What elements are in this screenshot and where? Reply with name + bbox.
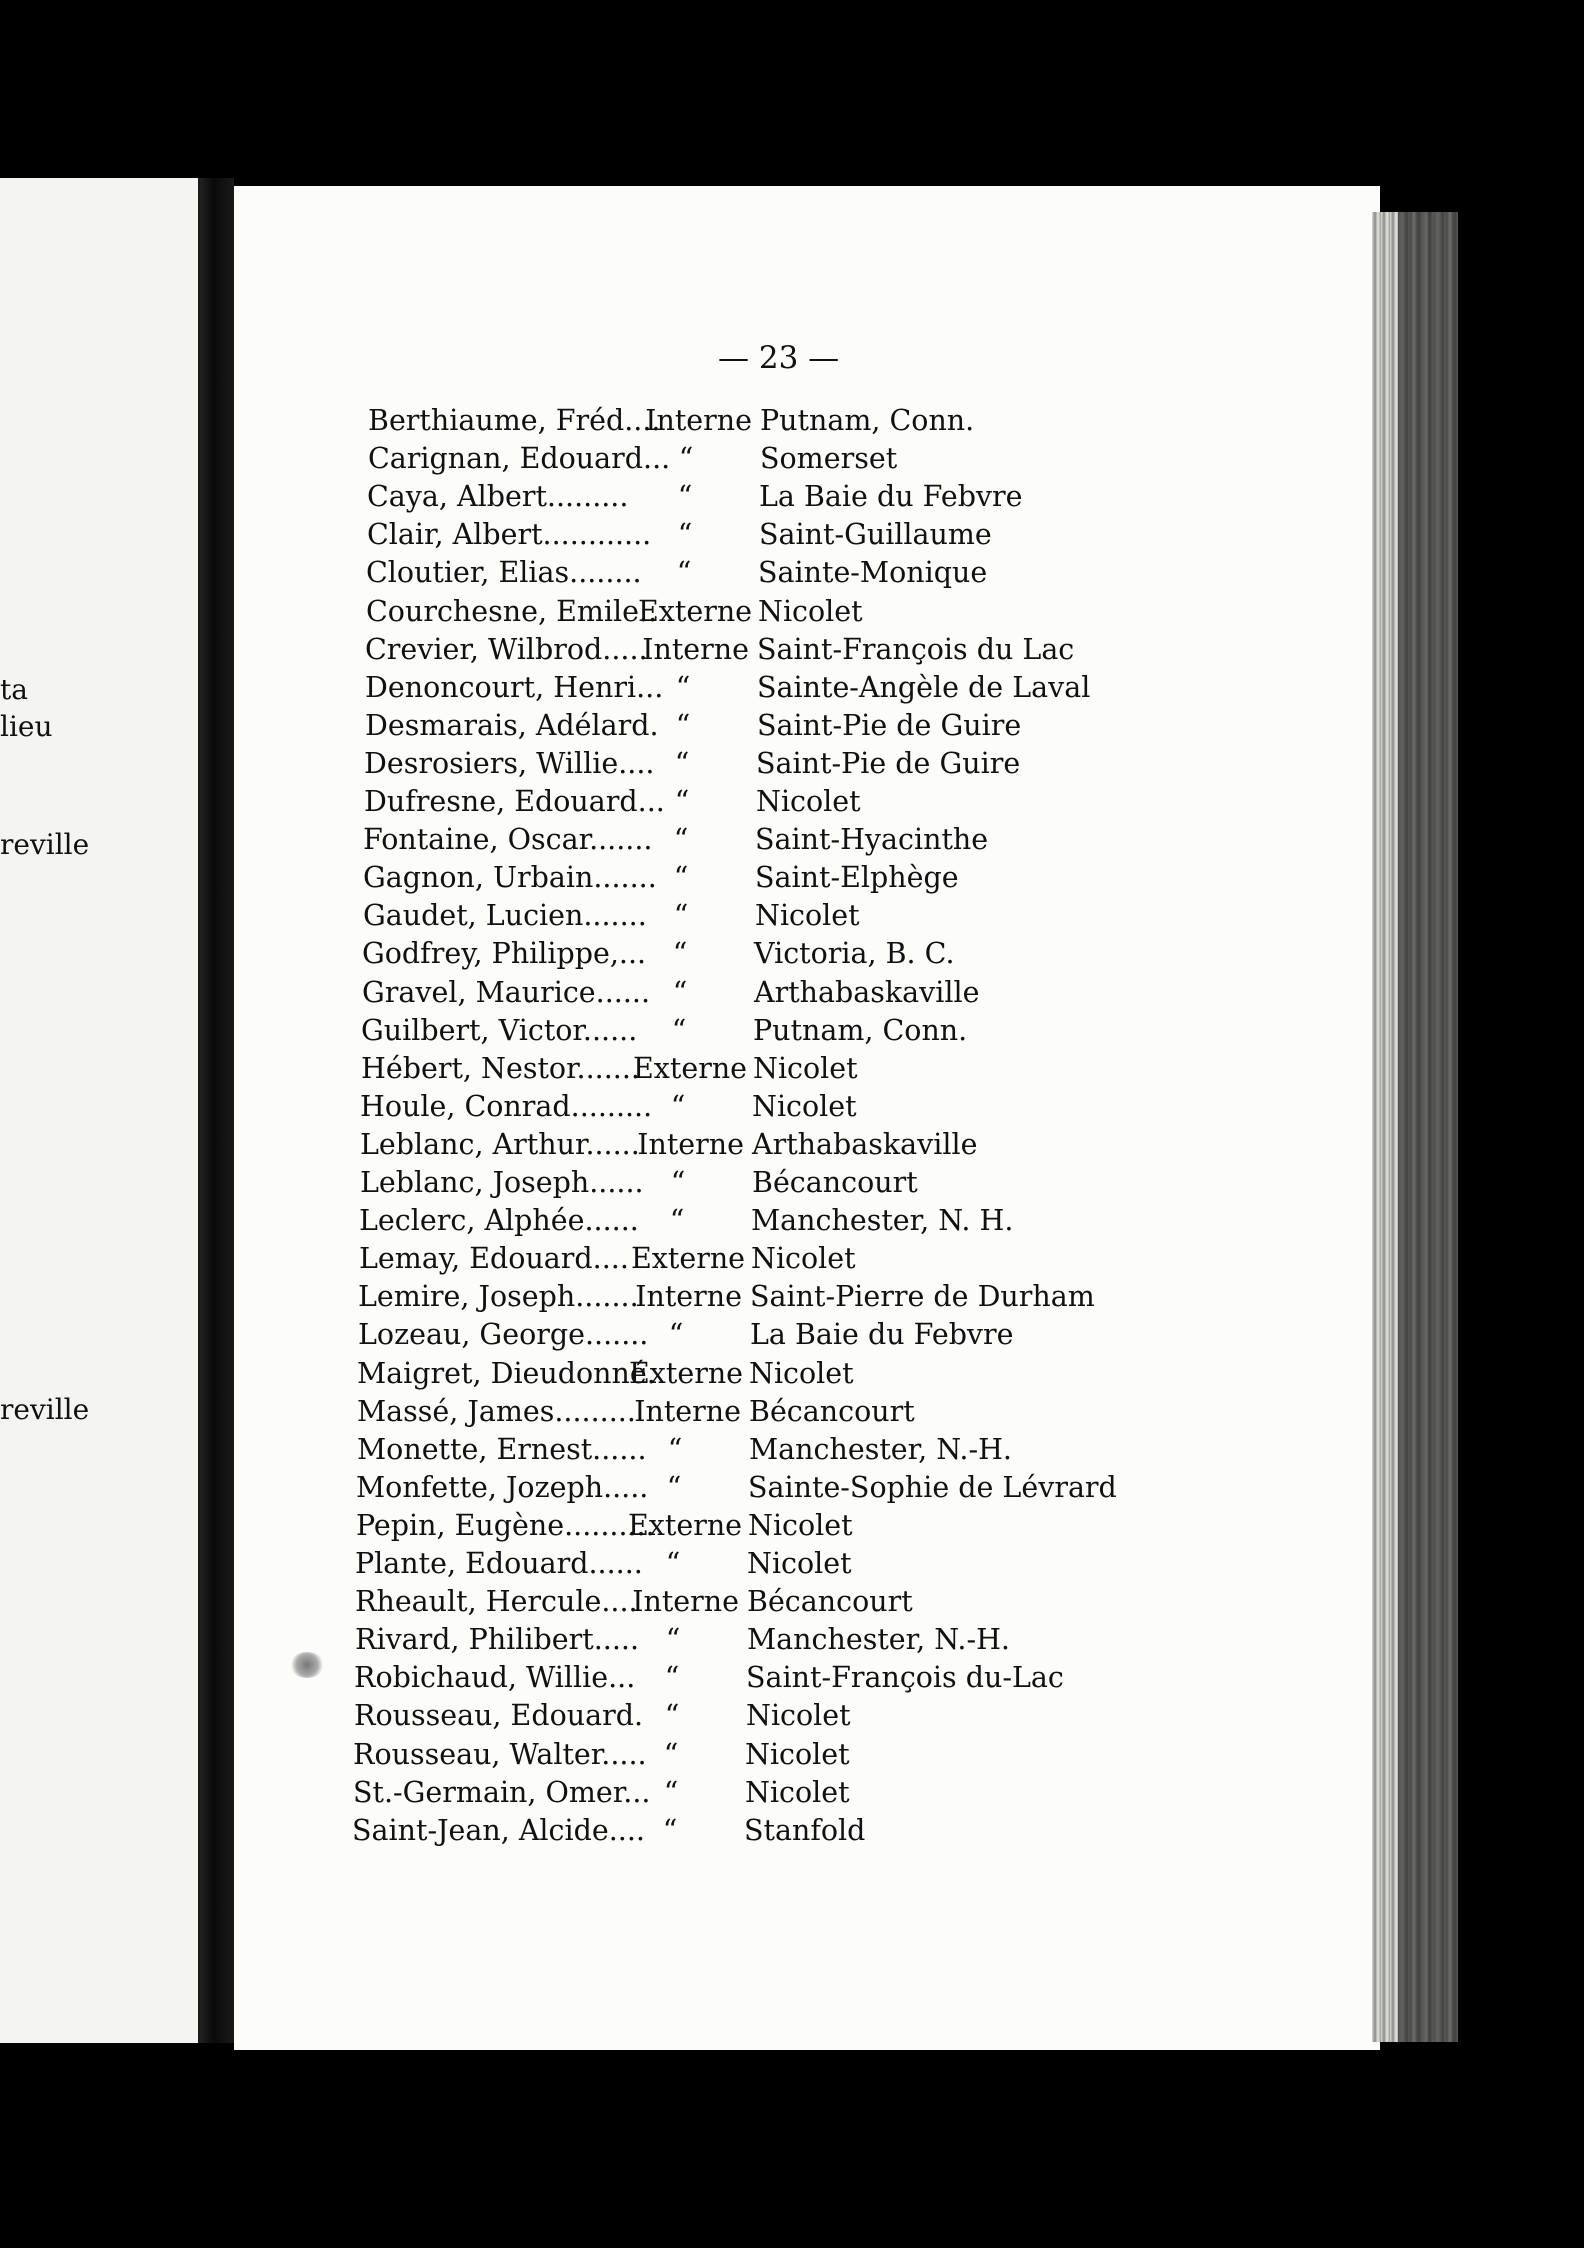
student-name: Saint-Jean, Alcide....: [352, 1813, 645, 1847]
student-name: Leblanc, Joseph......: [360, 1166, 644, 1199]
boarding-status: Interne: [642, 632, 749, 666]
boarding-status: “: [675, 670, 691, 704]
student-name: Leclerc, Alphée......: [359, 1204, 639, 1238]
register-row: [365, 669, 1091, 707]
register-row: [356, 1469, 1117, 1507]
student-name: Fontaine, Oscar.......: [363, 823, 653, 857]
register-row: [354, 1659, 1074, 1697]
hometown: Saint-François du Lac: [757, 632, 1075, 666]
hometown: Saint-Pierre de Durham: [750, 1280, 1095, 1314]
boarding-status: Externe: [638, 594, 753, 628]
student-name: Clair, Albert............: [367, 518, 652, 552]
student-name: Hébert, Nestor.......: [361, 1051, 640, 1085]
student-name: Lozeau, George.......: [358, 1318, 649, 1352]
hometown: Manchester, N. H.: [751, 1204, 1014, 1238]
student-name: Dufresne, Edouard...: [364, 785, 665, 818]
boarding-status: “: [663, 1737, 679, 1771]
hometown: Bécancourt: [747, 1585, 913, 1619]
hometown: Sainte-Sophie de Lévrard: [748, 1470, 1117, 1504]
hometown: Arthabaskaville: [752, 1127, 978, 1161]
student-name: Rousseau, Edouard.: [354, 1699, 644, 1733]
boarding-status: Interne: [632, 1585, 739, 1619]
student-name: Courchesne, Emile..: [366, 594, 658, 628]
student-name: Desmarais, Adélard.: [365, 708, 659, 742]
hometown: Saint-Elphège: [755, 861, 959, 895]
student-name: Lemire, Joseph.......: [358, 1280, 639, 1314]
student-name: St.-Germain, Omer...: [353, 1775, 651, 1809]
boarding-status: Externe: [633, 1051, 748, 1085]
hometown: Nicolet: [752, 1089, 857, 1123]
hometown: Putnam, Conn.: [753, 1013, 968, 1047]
register-row: [368, 402, 1088, 440]
register-row: [360, 1164, 1080, 1202]
boarding-status: Interne: [635, 1280, 742, 1314]
register-row: [361, 1012, 1081, 1050]
boarding-status: “: [677, 480, 693, 514]
boarding-status: “: [678, 442, 694, 476]
register-row: [352, 1812, 1072, 1850]
page-number: — 23 —: [718, 340, 840, 376]
boarding-status: “: [665, 1547, 681, 1580]
hometown: Saint-François du-Lac: [746, 1661, 1064, 1695]
boarding-status: “: [670, 1089, 686, 1123]
hometown: Bécancourt: [749, 1394, 915, 1428]
hometown: Manchester, N.-H.: [749, 1432, 1012, 1466]
boarding-status: “: [662, 1813, 678, 1847]
boarding-status: “: [673, 899, 689, 933]
student-name: Berthiaume, Fréd....: [368, 404, 661, 437]
boarding-status: “: [665, 1623, 681, 1657]
boarding-status: “: [672, 937, 688, 971]
register-row: [367, 478, 1087, 516]
register-row: [359, 1240, 1079, 1278]
student-name: Godfrey, Philippe,...: [362, 937, 647, 971]
boarding-status: Interne: [637, 1127, 744, 1161]
hometown: Nicolet: [745, 1775, 850, 1809]
hometown: Victoria, B. C.: [754, 937, 955, 971]
register-row: [360, 1088, 1080, 1126]
register-row: [356, 1507, 1076, 1545]
hometown: Nicolet: [755, 899, 860, 933]
register-row: [368, 440, 1088, 478]
hometown: Nicolet: [748, 1508, 853, 1542]
boarding-status: “: [674, 785, 690, 818]
student-name: Leblanc, Arthur......: [360, 1127, 640, 1161]
boarding-status: “: [664, 1661, 680, 1695]
boarding-status: Interne: [634, 1394, 741, 1428]
boarding-status: “: [673, 861, 689, 895]
student-name: Monfette, Jozeph.....: [356, 1470, 649, 1504]
boarding-status: “: [669, 1204, 685, 1238]
hometown: Saint-Pie de Guire: [756, 746, 1021, 780]
boarding-status: “: [668, 1318, 684, 1352]
boarding-status: “: [670, 1166, 686, 1199]
hometown: Nicolet: [745, 1737, 850, 1771]
student-name: Denoncourt, Henri...: [365, 670, 664, 704]
register-row: [364, 783, 1084, 821]
student-name: Carignan, Edouard...: [368, 442, 671, 476]
student-name: Robichaud, Willie...: [354, 1661, 636, 1695]
student-name: Lemay, Edouard....: [359, 1242, 629, 1276]
hometown: Arthabaskaville: [754, 975, 980, 1009]
student-name: Crevier, Wilbrod.....: [365, 632, 648, 666]
register-row: [358, 1316, 1078, 1354]
register-row: [357, 1393, 1077, 1431]
hometown: La Baie du Febvre: [759, 480, 1023, 514]
left-page-fragment: ta: [0, 673, 28, 706]
register-row: [363, 897, 1083, 935]
boarding-status: “: [675, 708, 691, 742]
boarding-status: “: [666, 1470, 682, 1504]
register-row: [367, 516, 1087, 554]
left-page-fragment: lieu: [0, 710, 53, 743]
student-name: Maigret, Dieudonné.: [357, 1356, 656, 1390]
hometown: Bécancourt: [752, 1166, 918, 1199]
boarding-status: Externe: [631, 1242, 746, 1276]
register-row: [365, 707, 1085, 745]
register-row: [366, 593, 1086, 631]
register-row: [357, 1431, 1077, 1469]
student-name: Desrosiers, Willie....: [364, 746, 655, 780]
register-row: [355, 1583, 1075, 1621]
register-row: [363, 821, 1083, 859]
hometown: Saint-Hyacinthe: [755, 823, 989, 857]
boarding-status: “: [674, 746, 690, 780]
hometown: Nicolet: [747, 1547, 852, 1580]
student-name: Guilbert, Victor......: [361, 1013, 638, 1047]
boarding-status: “: [664, 1699, 680, 1733]
hometown: Nicolet: [758, 594, 863, 628]
student-name: Caya, Albert.........: [367, 480, 629, 514]
register-row: [364, 745, 1084, 783]
student-name: Cloutier, Elias........: [366, 556, 642, 590]
student-name: Rheault, Hercule....: [355, 1585, 638, 1619]
boarding-status: “: [673, 823, 689, 857]
register-row: [353, 1774, 1073, 1812]
hometown: Saint-Guillaume: [759, 518, 992, 552]
left-page-fragment: reville: [0, 828, 90, 861]
student-name: Massé, James.........: [357, 1394, 636, 1428]
hometown: Sainte-Angèle de Laval: [757, 670, 1091, 704]
student-name: Gaudet, Lucien.......: [363, 899, 647, 933]
student-name: Plante, Edouard......: [355, 1547, 643, 1580]
student-name: Pepin, Eugène..........: [356, 1508, 655, 1542]
student-name: Monette, Ernest......: [357, 1432, 647, 1466]
register-row: [358, 1278, 1095, 1316]
hometown: Putnam, Conn.: [760, 404, 975, 437]
boarding-status: Externe: [628, 1508, 743, 1542]
hometown: Nicolet: [753, 1051, 858, 1085]
left-page-fragment: reville: [0, 1393, 90, 1426]
boarding-status: “: [671, 1013, 687, 1047]
register-row: [353, 1736, 1073, 1774]
hometown: Nicolet: [756, 785, 861, 818]
register-row: [359, 1202, 1079, 1240]
register-row: [357, 1355, 1077, 1393]
student-name: Rivard, Philibert.....: [355, 1623, 640, 1657]
boarding-status: “: [676, 556, 692, 590]
register-row: [355, 1545, 1075, 1583]
hometown: Nicolet: [746, 1699, 851, 1733]
boarding-status: “: [667, 1432, 683, 1466]
hometown: Manchester, N.-H.: [747, 1623, 1010, 1657]
register-row: [354, 1697, 1074, 1735]
student-name: Gravel, Maurice......: [362, 975, 651, 1009]
hometown: Somerset: [760, 442, 898, 476]
student-name: Gagnon, Urbain.......: [363, 861, 657, 895]
hometown: Nicolet: [751, 1242, 856, 1276]
register-row: [355, 1621, 1075, 1659]
boarding-status: “: [672, 975, 688, 1009]
boarding-status: Interne: [645, 404, 752, 437]
hometown: Saint-Pie de Guire: [757, 708, 1022, 742]
register-row: [365, 631, 1085, 669]
student-name: Houle, Conrad.........: [360, 1089, 653, 1123]
register-row: [363, 859, 1083, 897]
student-name: Rousseau, Walter.....: [353, 1737, 647, 1771]
hometown: La Baie du Febvre: [750, 1318, 1014, 1352]
boarding-status: “: [677, 518, 693, 552]
register-row: [362, 935, 1082, 973]
register-row: [362, 974, 1082, 1012]
hometown: Nicolet: [749, 1356, 854, 1390]
register-row: [361, 1050, 1081, 1088]
boarding-status: Externe: [629, 1356, 744, 1390]
register-row: [366, 554, 1086, 592]
hometown: Stanfold: [744, 1813, 866, 1847]
register-row: [360, 1126, 1080, 1164]
hometown: Sainte-Monique: [758, 556, 988, 590]
boarding-status: “: [663, 1775, 679, 1809]
